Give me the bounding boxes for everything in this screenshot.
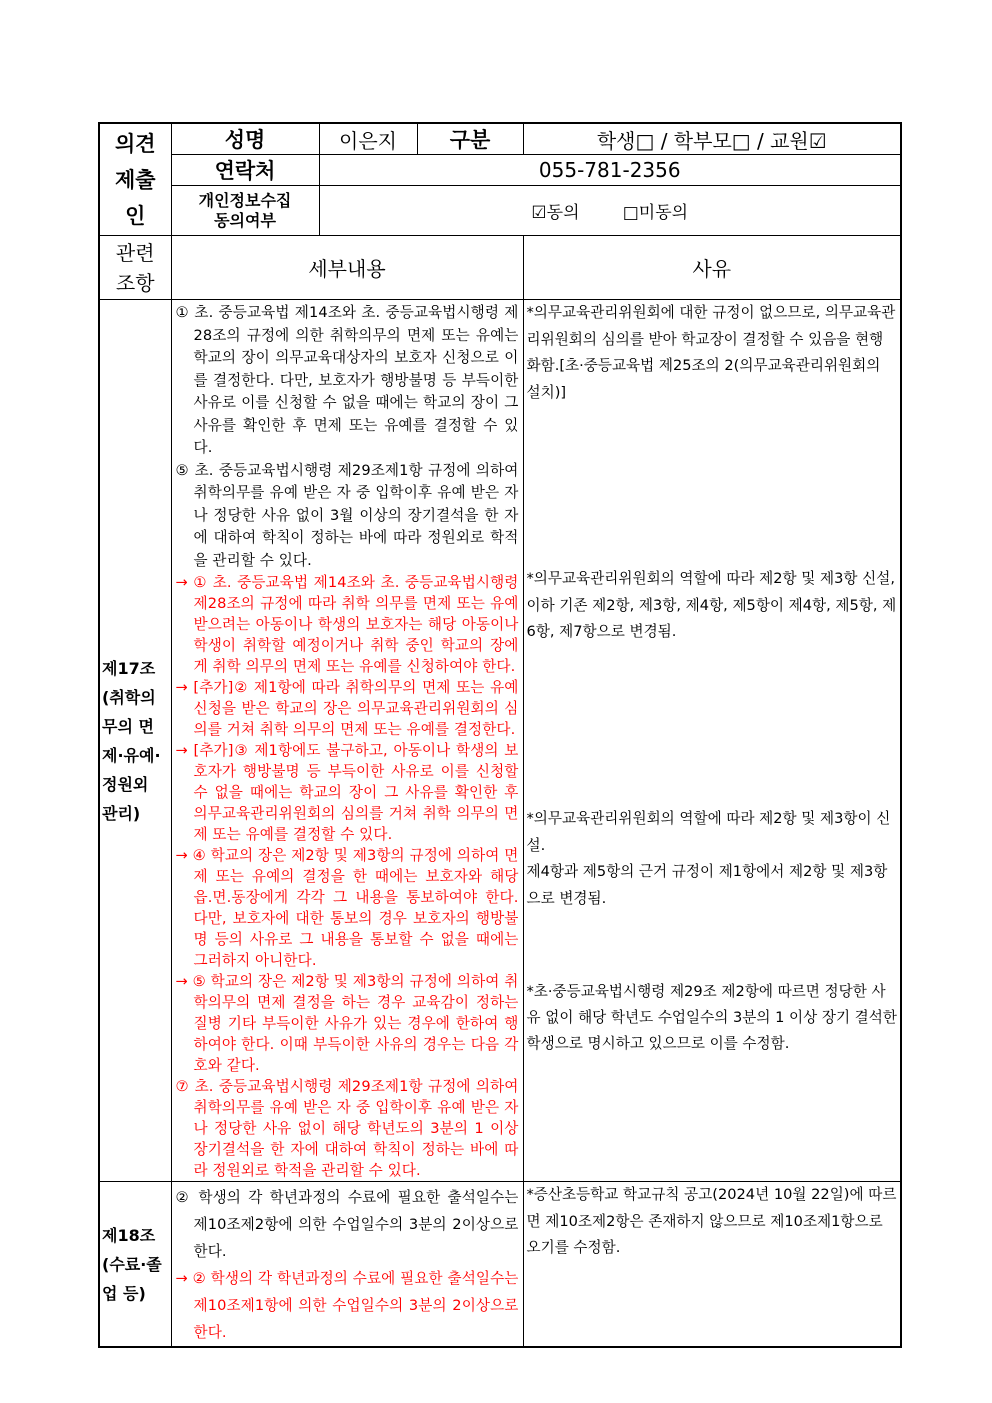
article-17-revised-1: → ① 초. 중등교육법 제14조와 초. 중등교육법시행령 제28조의 규정에 따라 취학 의무를 면제 또는 유예받으려는 아동이나 학생의 보호자는 해당 아동이나 학생이 취학할 예정이거나 취학 중인 학교의 장에게 취학 의무의 면제 또는 유예를 신청하여야 한다. bbox=[175, 574, 519, 675]
reason-header: 사유 bbox=[523, 236, 901, 300]
article-17-original-1: ① 초. 중등교육법 제14조와 초. 중등교육법시행령 제28조의 규정에 의한 취학의무의 면제 또는 유예는 학교의 장이 의무교육대상자의 보호자 신청으로 이를 결정한다. 다만, 보호자가 행방불명 등 부득이한 사유로 이를 신청할 수 없을 때에는 학교의 장이 그 사유를 확인한 후 면제 또는 유예를 결정할 수 있다. bbox=[175, 304, 519, 456]
submitter-section-label bbox=[99, 123, 171, 236]
contact-value[interactable]: 055-781-2356 bbox=[319, 155, 901, 186]
reason-5: *초·중등교육법시행령 제29조 제2항에 따르면 정당한 사유 없이 해당 학년도 수업일수의 3분의 1 이상 장기 결석한 학생으로 명시하고 있으므로 이를 수정함. bbox=[526, 983, 897, 1052]
article-18-label: 제18조 (수료·졸 업 등) bbox=[99, 1182, 171, 1348]
name-label: 성명 bbox=[171, 123, 319, 155]
article-17-revised-3: → [추가]③ 제1항에도 불구하고, 아동이나 학생의 보호자가 행방불명 등 부득이한 사유로 이를 신청할 수 없을 때에는 학교의 장이 그 사유를 확인한 후 의무교육관리위원회의 심의를 거쳐 취학 의무의 면제 또는 유예를 결정할 수 있다. bbox=[175, 742, 519, 843]
reason-3: *의무교육관리위원회의 역할에 따라 제2항 및 제3항이 신설. bbox=[526, 810, 891, 854]
reason-1: *의무교육관리위원회에 대한 규정이 없으므로, 의무교육관리위원회의 심의를 받아 학교장이 결정할 수 있음을 현행화함.[초·중등교육법 제25조의 2(의무교육관리위원회의 설치)] bbox=[526, 304, 896, 401]
reason-4: 제4항과 제5항의 근거 규정이 제1항에서 제2항 및 제3항으로 변경됨. bbox=[526, 863, 888, 907]
contact-label: 연락처 bbox=[171, 155, 319, 186]
article-17-revised-2: → [추가]② 제1항에 따라 취학의무의 면제 또는 유예 신청을 받은 학교의 장은 의무교육관리위원회의 심의를 거쳐 취학 의무의 면제 또는 유예를 결정한다. bbox=[175, 679, 519, 738]
article-18-original-2: ② 학생의 각 학년과정의 수료에 필요한 출석일수는 제10조제2항에 의한 수업일수의 3분의 2이상으로 한다. bbox=[175, 1189, 519, 1260]
category-value[interactable]: 학생□ / 학부모□ / 교원☑ bbox=[523, 123, 901, 155]
article-17-label: 제17조 (취학의 무의 면 제·유예· 정원외 관리) bbox=[99, 300, 171, 1182]
name-value[interactable]: 이은지 bbox=[319, 123, 417, 155]
category-label: 구분 bbox=[417, 123, 523, 155]
privacy-consent[interactable]: ☑동의 □미동의 bbox=[319, 186, 901, 236]
article-17-revised-4: → ④ 학교의 장은 제2항 및 제3항의 규정에 의하여 면제 또는 유예의 결정을 한 때에는 보호자와 해당 읍.면.동장에게 각각 그 내용을 통보하여야 한다. 다만, 보호자에 대한 통보의 경우 보호자의 행방불명 등의 사유로 그 내용을 통보할 수 없을 때에는 그러하지 아니한다. bbox=[175, 847, 519, 969]
opinion-form-table bbox=[98, 122, 902, 1348]
article-18-details bbox=[171, 1182, 523, 1348]
article-17-original-5: ⑤ 초. 중등교육법시행령 제29조제1항 규정에 의하여 취학의무를 유예 받은 자 중 입학이후 유예 받은 자나 정당한 사유 없이 3월 이상의 장기결석을 한 자에 대하여 학칙이 정하는 바에 따라 정원외로 학적을 관리할 수 있다. bbox=[175, 461, 519, 569]
article-17-details bbox=[171, 300, 523, 1182]
reason-6: *증산초등학교 학교규칙 공고(2024년 10월 22일)에 따르면 제10조제2항은 존재하지 않으므로 제10조제1항으로 오기를 수정함. bbox=[526, 1186, 897, 1256]
details-header: 세부내용 bbox=[171, 236, 523, 300]
reason-2: *의무교육관리위원회의 역할에 따라 제2항 및 제3항 신설, 이하 기존 제2항, 제3항, 제4항, 제5항이 제4항, 제5항, 제6항, 제7항으로 변경됨. bbox=[526, 570, 897, 640]
article-18-reasons bbox=[523, 1182, 901, 1348]
submitter-label-text: 의견 제출 인 bbox=[114, 131, 156, 228]
privacy-label: 개인정보수집 동의여부 bbox=[171, 186, 319, 236]
article-18-revised-2: → ② 학생의 각 학년과정의 수료에 필요한 출석일수는 제10조제1항에 의한 수업일수의 3분의 2이상으로 한다. bbox=[175, 1270, 519, 1341]
article-17-revised-7: ⑦ 초. 중등교육법시행령 제29조제1항 규정에 의하여 취학의무를 유예 받은 자 중 입학이후 유예 받은 자나 정당한 사유 없이 해당 학년도의 3분의 1 이상 장기결석을 한 자에 대하여 학칙이 정하는 바에 따라 정원외로 학적을 관리할 수 있다. bbox=[175, 1078, 519, 1179]
article-17-revised-5: → ⑤ 학교의 장은 제2항 및 제3항의 규정에 의하여 취학의무의 면제 결정을 하는 경우 교육감이 정하는 질병 기타 부득이한 사유가 있는 경우에 한하여 행하여야 한다. 이때 부득이한 사유의 경우는 다음 각호와 같다. bbox=[175, 973, 519, 1074]
article-17-reasons bbox=[523, 300, 901, 1182]
article-header: 관련 조항 bbox=[99, 236, 171, 300]
